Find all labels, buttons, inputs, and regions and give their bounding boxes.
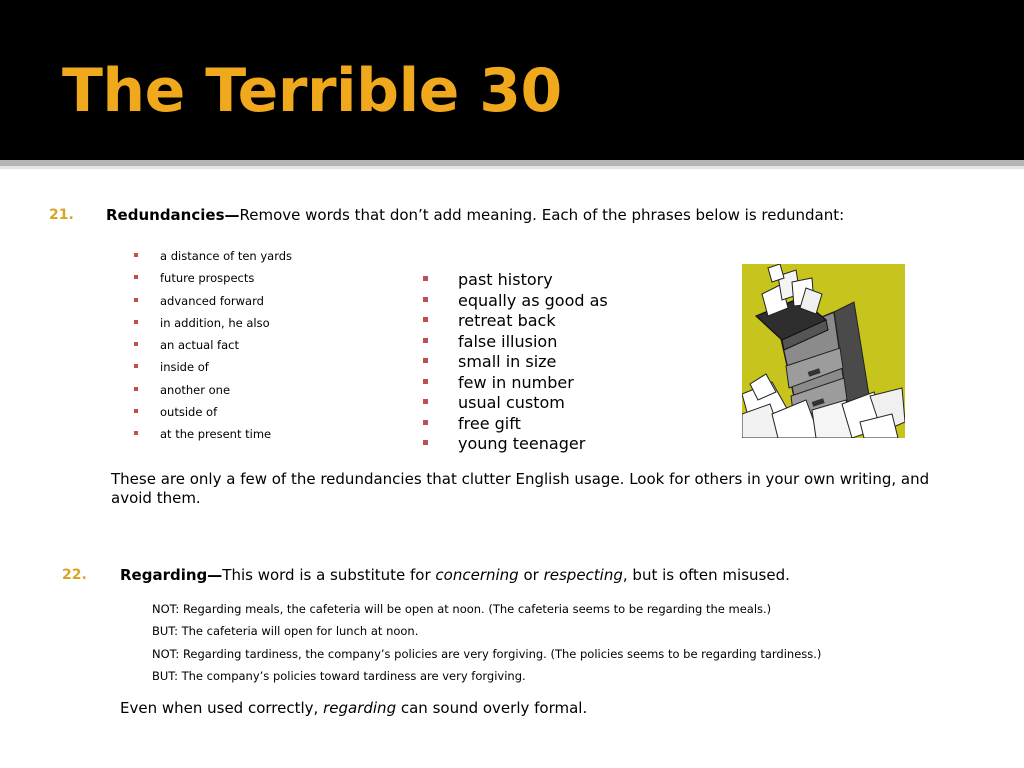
item-22-number: 22.: [62, 567, 87, 583]
list-item: small in size: [421, 352, 608, 373]
item-21-note: These are only a few of the redundancies that clutter English usage. Look for others in your own writing, and avoid them.: [111, 470, 930, 507]
slide-title: The Terrible 30: [62, 56, 562, 126]
item-21-description: Remove words that don’t add meaning. Each of the phrases below is redundant:: [239, 206, 845, 224]
list-item: inside of: [134, 357, 292, 379]
item-22-examples: [152, 600, 821, 689]
item-22-note-part: Even when used correctly,: [120, 699, 324, 717]
list-item: usual custom: [421, 393, 608, 414]
item-22-term: Regarding—: [120, 566, 223, 584]
example-line: NOT: Regarding meals, the cafeteria will be open at noon. (The cafeteria seems to be regarding the meals.): [152, 602, 772, 616]
list-item: equally as good as: [421, 291, 608, 312]
filing-cabinet-overflowing-papers-icon: [742, 264, 905, 438]
example-line: BUT: The company’s policies toward tardiness are very forgiving.: [152, 668, 526, 683]
list-item: in addition, he also: [134, 313, 292, 335]
redundant-phrases-list-left: [134, 246, 292, 447]
item-22-emphasis: respecting: [543, 566, 623, 584]
list-item: past history: [421, 270, 608, 291]
list-item: false illusion: [421, 332, 608, 353]
list-item: outside of: [134, 402, 292, 424]
example-line: NOT: Regarding tardiness, the company’s policies are very forgiving. (The policies seems to be regarding tardiness.): [152, 646, 822, 661]
item-22-description-part: , but is often misused.: [622, 566, 790, 584]
title-bar: [0, 0, 1024, 160]
example-line: BUT: The cafeteria will open for lunch at noon.: [152, 624, 419, 639]
list-item: young teenager: [421, 434, 608, 455]
list-item: future prospects: [134, 268, 292, 290]
list-item: free gift: [421, 414, 608, 435]
list-item: a distance of ten yards: [134, 246, 292, 268]
item-21-term: Redundancies—: [106, 206, 240, 224]
header-divider-shadow: [0, 166, 1024, 169]
item-22-note: [120, 699, 587, 718]
list-item: advanced forward: [134, 291, 292, 313]
list-item: retreat back: [421, 311, 608, 332]
list-item: an actual fact: [134, 335, 292, 357]
item-22-note-part: can sound overly formal.: [396, 699, 588, 717]
redundant-phrases-list-right: [421, 270, 608, 455]
item-22-description-part: or: [518, 566, 544, 584]
list-item: another one: [134, 380, 292, 402]
list-item: at the present time: [134, 424, 292, 446]
item-22-heading: [120, 566, 790, 585]
item-22-description-part: This word is a substitute for: [222, 566, 436, 584]
item-22-note-emphasis: regarding: [323, 699, 397, 717]
item-21-heading: [106, 206, 844, 225]
item-22-emphasis: concerning: [435, 566, 519, 584]
item-21-number: 21.: [49, 207, 74, 223]
list-item: few in number: [421, 373, 608, 394]
